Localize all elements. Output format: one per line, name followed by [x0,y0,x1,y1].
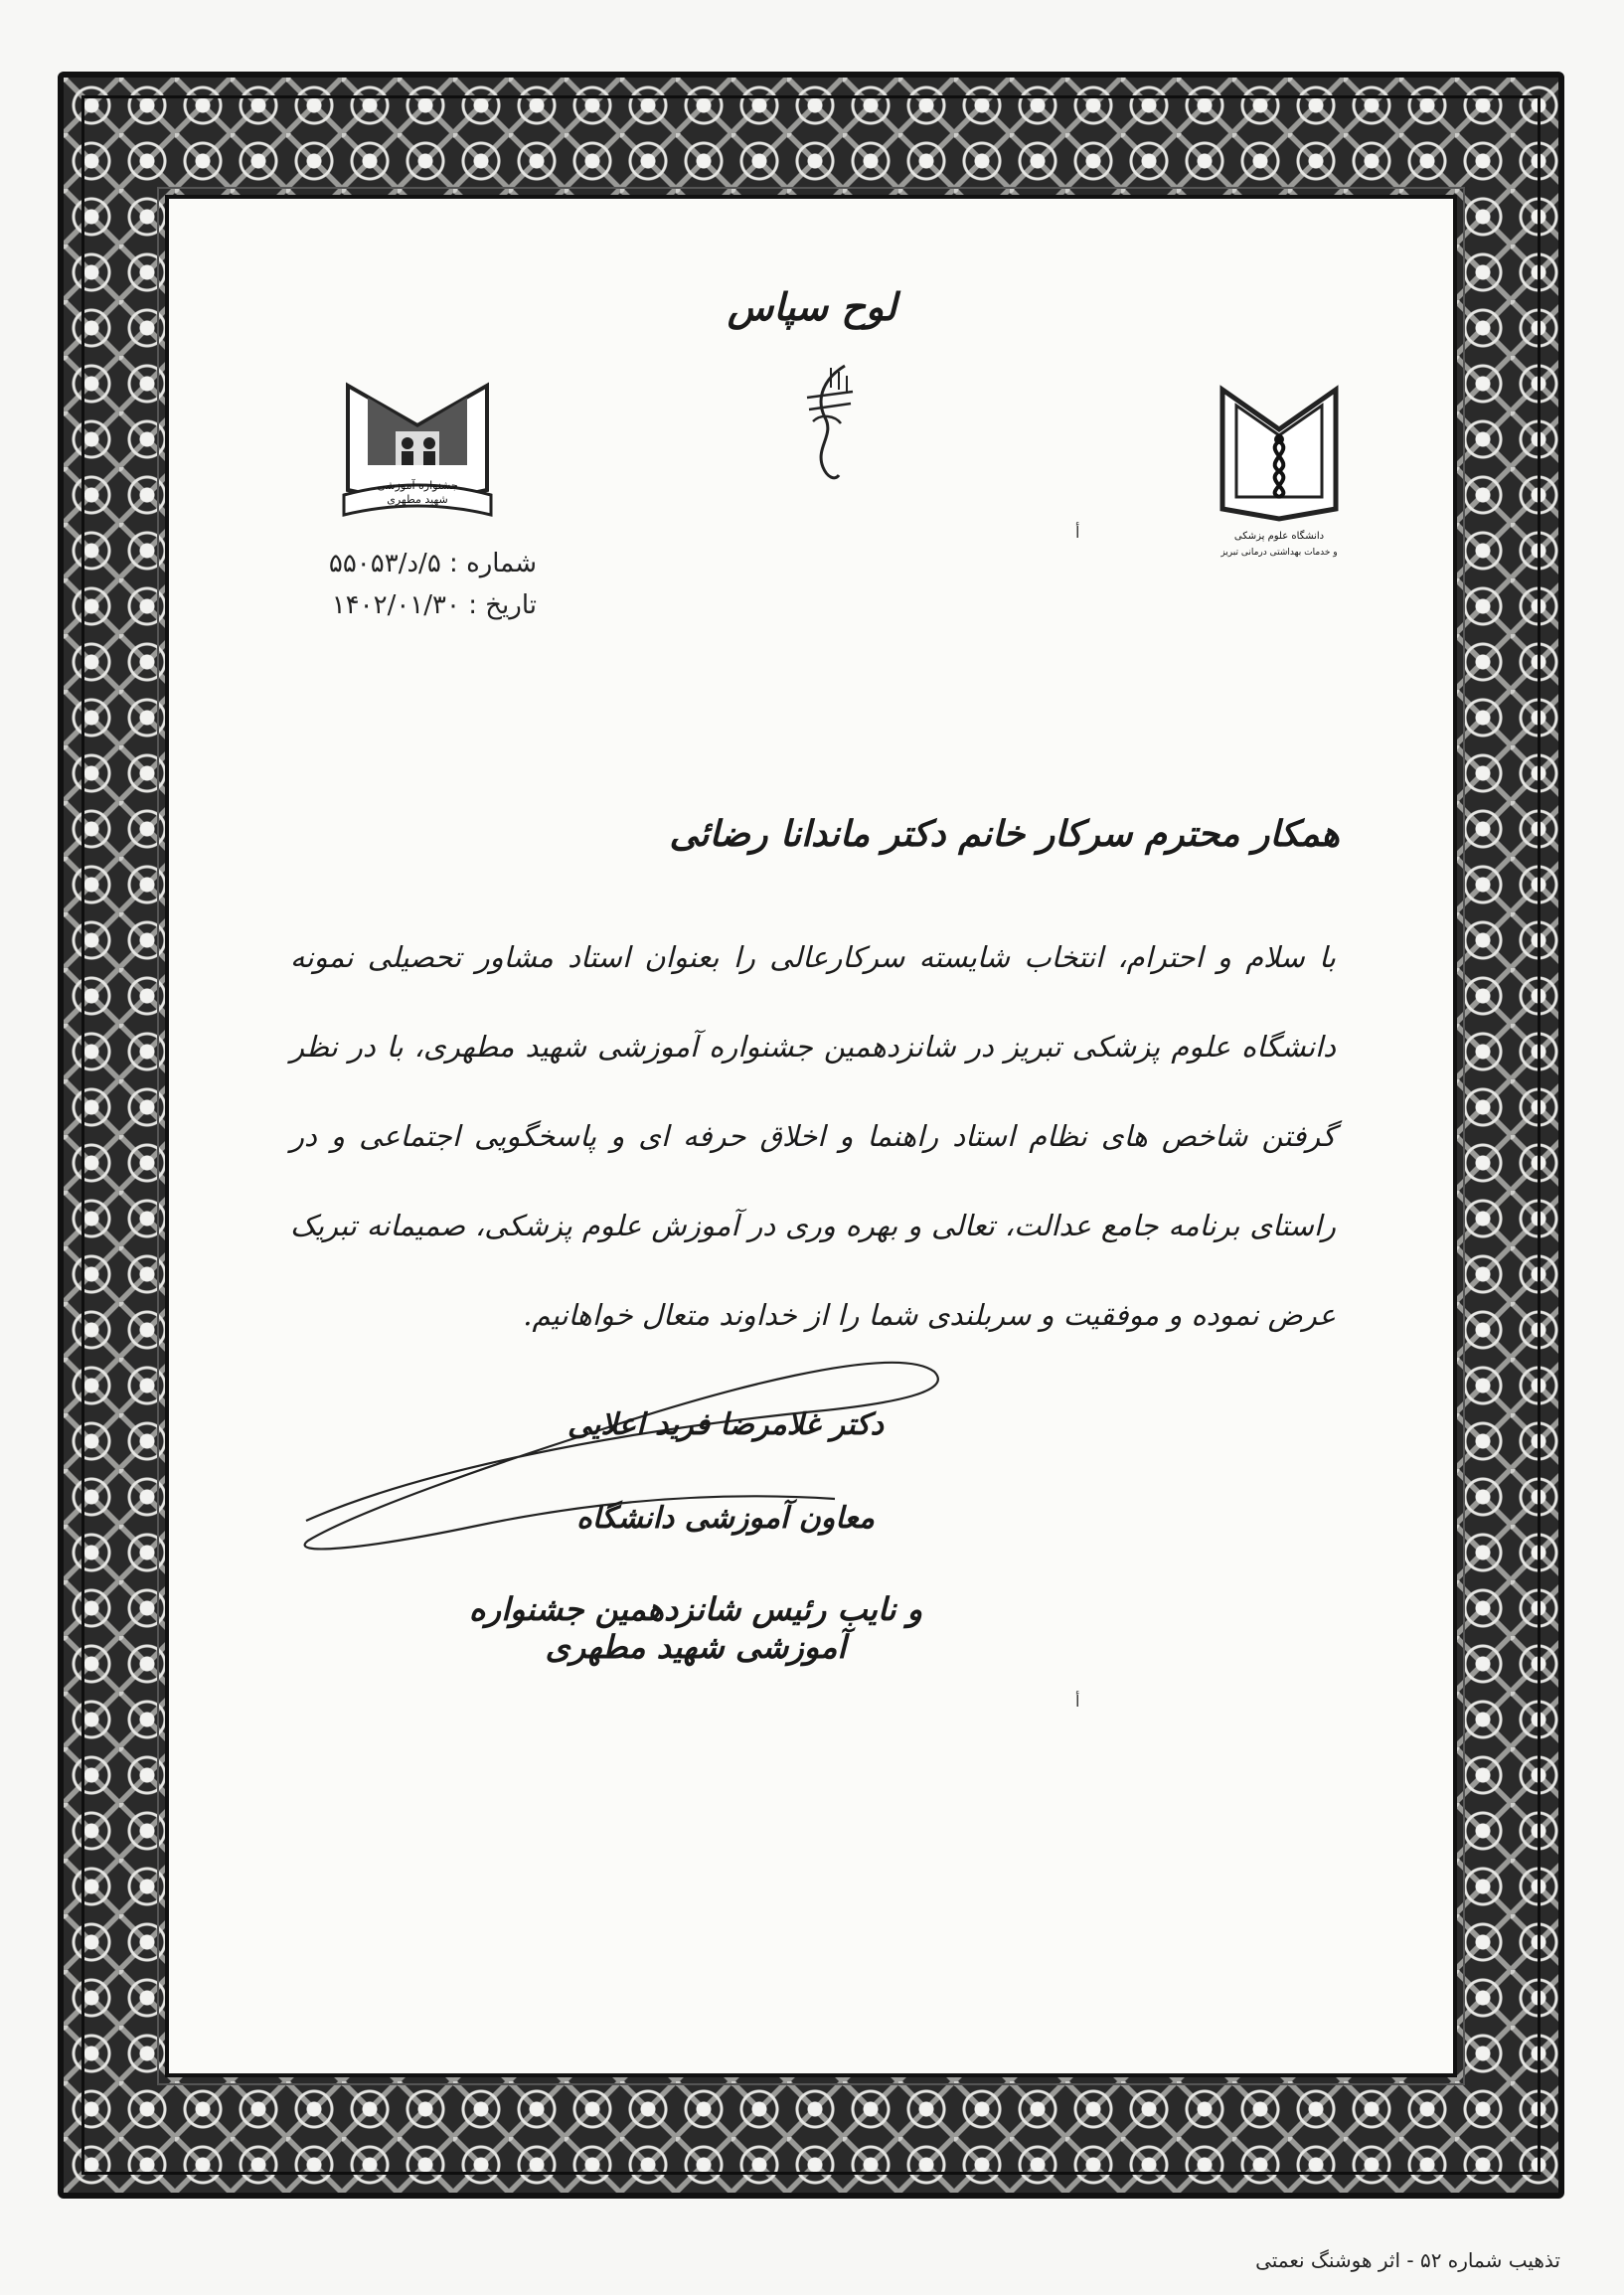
bismillah-calligraphy [795,358,865,491]
university-logo-line2: و خدمات بهداشتی درمانی تبریز [1220,548,1338,558]
date-label: تاریخ : [468,590,537,620]
mark-bottom: أ [1075,1692,1080,1711]
number-label: شماره : [449,549,537,578]
reference-number [278,549,537,578]
festival-logo-line2: شهید مطهری [387,493,448,506]
illumination-credit: تذهیب شماره ۵۲ - اثر هوشنگ نعمتی [1255,2248,1560,2272]
university-logo [1215,370,1344,569]
university-logo-line1: دانشگاه علوم پزشکی [1233,531,1325,542]
festival-logo-line1: جشنواره آموزشی [377,479,458,492]
signer-role: معاون آموزشی دانشگاه [576,1501,875,1536]
certificate-body: با سلام و احترام، انتخاب شایسته سرکارعالی را بعنوان استاد مشاور تحصیلی نمونه دانشگاه علوم پزشکی تبریز در شانزدهمین جشنواره آموزشی شهید مطهری، با در نظر گرفتن شاخص های نظام استاد راهنما و اخلاق حرفه ای و پاسخگویی اجتماعی و در راستای برنامه جامع عدالت، تعالی و بهره وری در آموزش علوم پزشکی، صمیمانه تبریک عرض نموده و موفقیت و سربلندی شما را از خداوند متعال خواهانیم. [290,940,1336,1332]
number-value: ۵/د/۵۵۰۵۳ [328,549,441,578]
issue-date [278,590,537,620]
mark-top: أ [1075,523,1080,542]
handwritten-signature [298,1352,994,1574]
signer-name: دکتر غلامرضا فرید اعلایی [568,1407,884,1442]
festival-logo [338,376,497,535]
salutation: همکار محترم سرکار خانم دکتر ماندانا رضائی [669,813,1340,855]
signer-title: و نایب رئیس شانزدهمین جشنواره آموزشی شهید مطهری [468,1590,923,1666]
certificate-title: لوح سپاس [727,284,897,329]
date-value: ۱۴۰۲/۰۱/۳۰ [331,590,460,620]
